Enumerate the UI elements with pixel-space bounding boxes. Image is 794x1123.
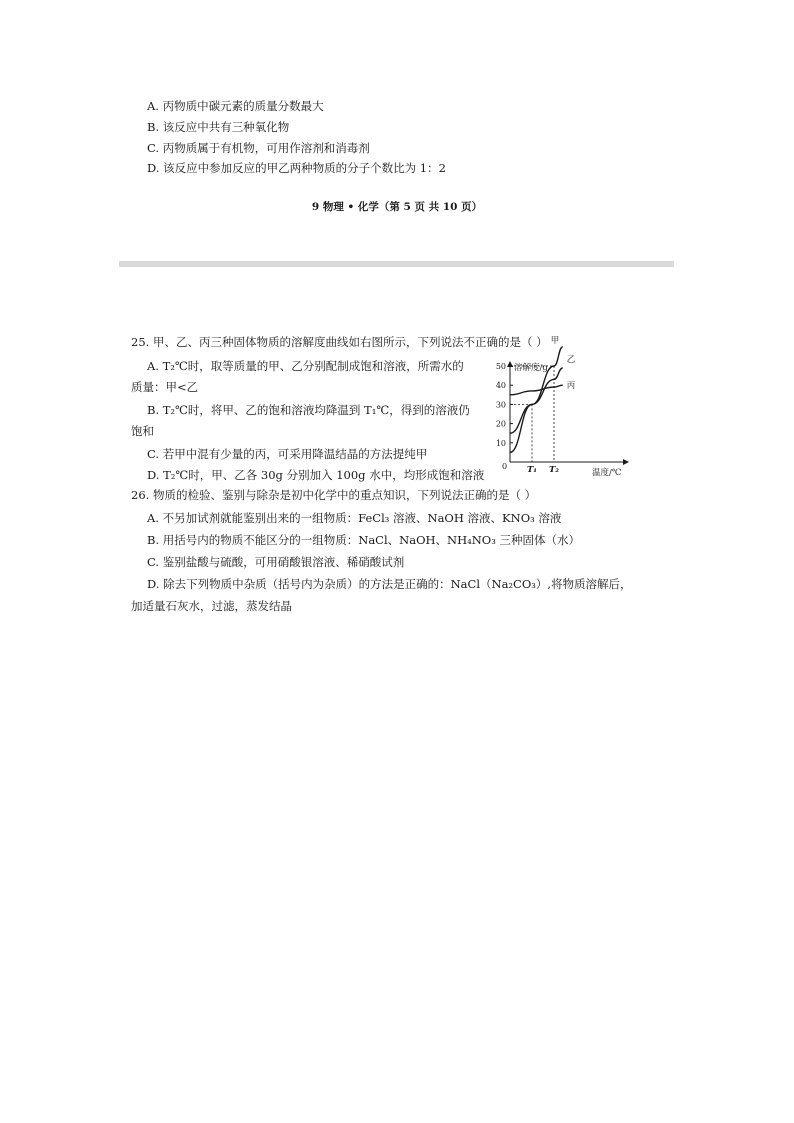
series-label-2: 丙 (566, 381, 576, 392)
series-label-0: 甲 (550, 335, 560, 346)
solubility-chart (484, 335, 632, 480)
q26-option-c: C. 鉴别盐酸与硫酸，可用硝酸银溶液、稀硝酸试剂 (147, 555, 405, 569)
q25-option-b-line2: 饱和 (131, 424, 154, 438)
series-label-1: 乙 (566, 354, 576, 365)
y-tick-label: 10 (495, 438, 506, 448)
q25-option-b-line1: B. T₂℃时，将甲、乙的饱和溶液均降温到 T₁℃，得到的溶液仍 (147, 403, 470, 417)
q25-option-a-line2: 质量：甲<乙 (131, 380, 199, 394)
q25-option-a-line1: A. T₂℃时，取等质量的甲、乙分别配制成饱和溶液，所需水的 (147, 359, 464, 373)
y-tick-label: 50 (495, 362, 506, 371)
page-footer: 9 物理 • 化学（第 5 页 共 10 页） (311, 201, 483, 213)
series (510, 336, 576, 453)
q26-option-d-line2: 加适量石灰水，过滤，蒸发结晶 (131, 599, 292, 613)
y-tick-label: 30 (495, 400, 506, 410)
x-ticks (527, 465, 559, 475)
origin-label: 0 (502, 462, 508, 471)
q26-stem: 26. 物质的检验、鉴别与除杂是初中化学中的重点知识，下列说法正确的是（ ） (131, 488, 537, 502)
q26-option-a: A. 不另加试剂就能鉴别出来的一组物质：FeCl₃ 溶液、NaOH 溶液、KNO₃ 溶液 (147, 511, 562, 525)
top-option-d: D. 该反应中参加反应的甲乙两种物质的分子个数比为 1：2 (147, 161, 446, 175)
q25-option-c: C. 若甲中混有少量的丙，可采用降温结晶的方法提纯甲 (147, 447, 428, 461)
q25-option-d: D. T₂℃时，甲、乙各 30g 分别加入 100g 水中，均形成饱和溶液 (147, 468, 485, 482)
top-option-a: A. 丙物质中碳元素的质量分数最大 (147, 99, 324, 113)
series-line-1 (510, 368, 563, 433)
q26-option-b: B. 用括号内的物质不能区分的一组物质：NaCl、NaOH、NH₄NO₃ 三种固体（水） (147, 533, 580, 547)
top-option-c: C. 丙物质属于有机物，可用作溶剂和消毒剂 (147, 141, 370, 155)
y-tick-label: 20 (495, 419, 506, 429)
top-option-b: B. 该反应中共有三种氧化物 (147, 120, 290, 134)
q25-stem: 25. 甲、乙、丙三种固体物质的溶解度曲线如右图所示，下列说法不正确的是（ ） (131, 335, 548, 349)
q26-option-d-line1: D. 除去下列物质中杂质（括号内为杂质）的方法是正确的：NaCl（Na₂CO₃）,将物质溶解后， (147, 577, 632, 591)
y-axis-label: 溶解度/g (514, 363, 548, 373)
x-axis-label: 温度/℃ (592, 468, 622, 478)
x-tick-t2: T₂ (548, 465, 560, 475)
page-divider (119, 261, 674, 267)
x-tick-t1: T₁ (526, 465, 538, 475)
y-tick-label: 40 (495, 381, 506, 391)
guide-lines (510, 366, 554, 462)
series-line-2 (510, 385, 563, 395)
